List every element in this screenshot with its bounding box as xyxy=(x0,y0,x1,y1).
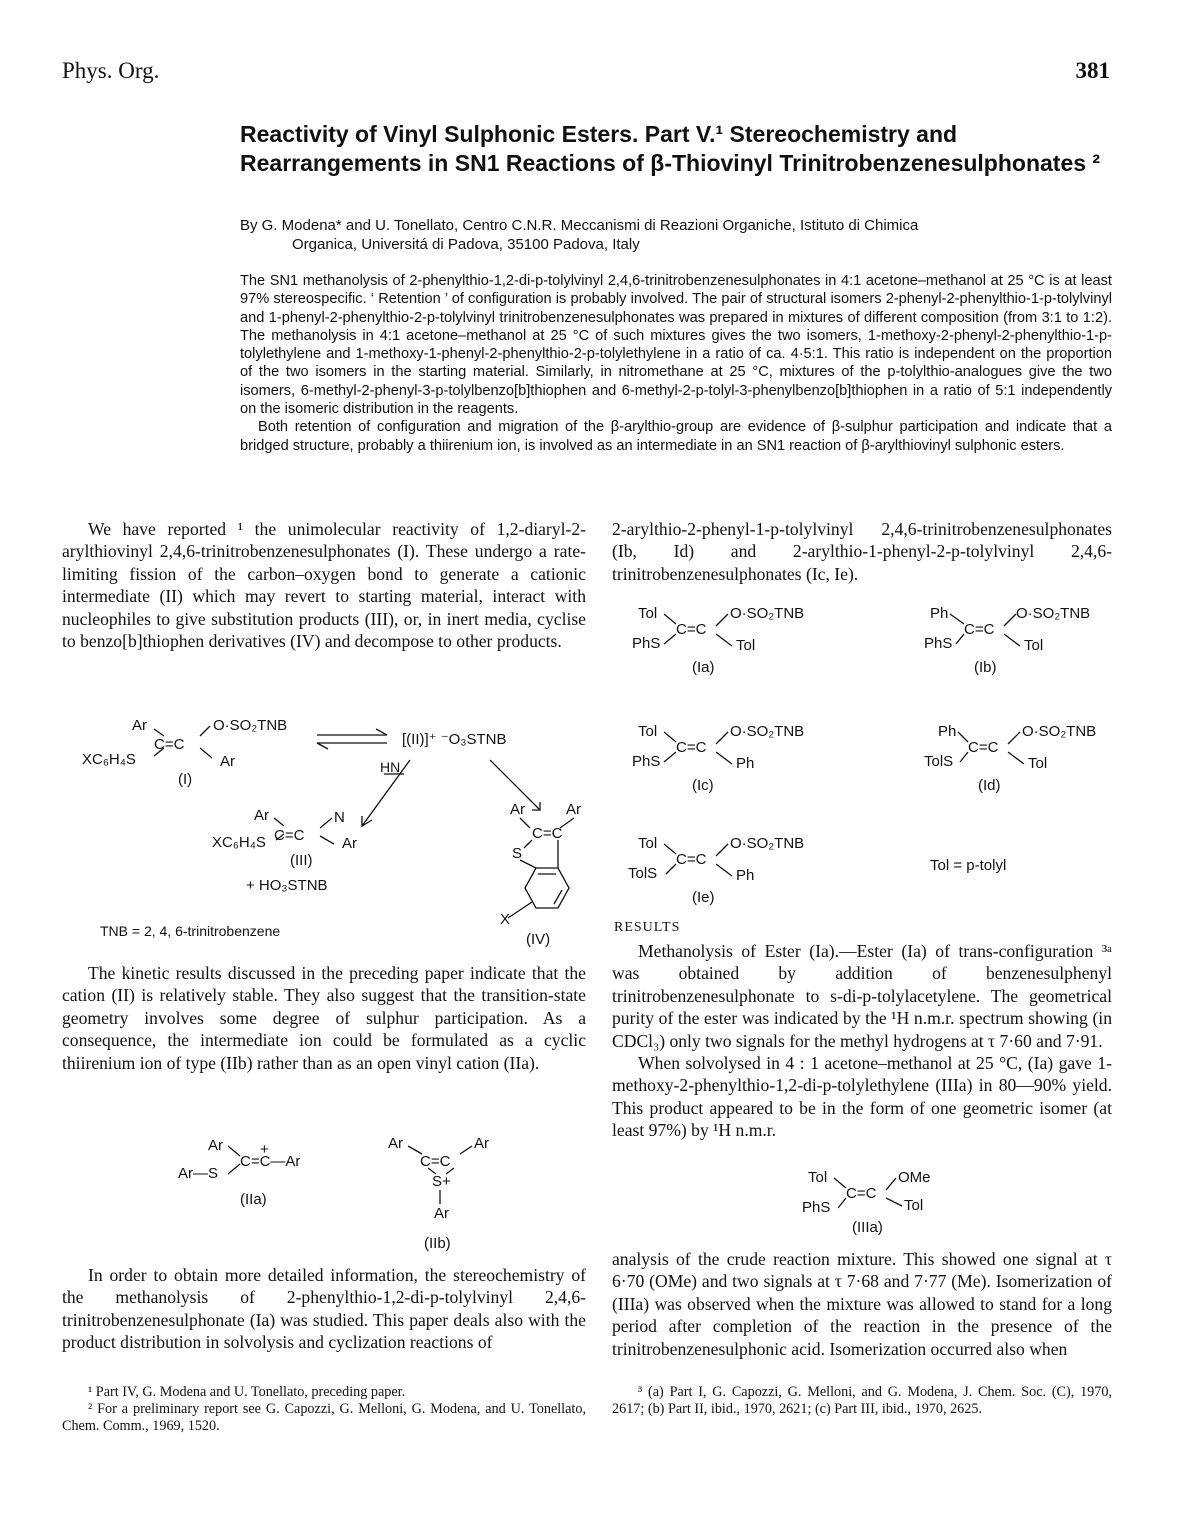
ester-Ia xyxy=(632,605,804,676)
ester-Ic xyxy=(632,723,804,794)
right-para-1: 2-arylthio-2-phenyl-1-p-tolylvinyl 2,4,6-trinitrobenzenesulphonates (Ib, Id) and 2-arylthio-1-phenyl-2-p-tolylvinyl 2,4,6-trinitrobenzenesulphonates (Ic, Ie). xyxy=(612,519,1112,584)
svg-text:Tol: Tol xyxy=(1024,637,1044,654)
scheme-II-ion: [(II)]⁺ ⁻O₃STNB xyxy=(402,731,507,748)
IIa-bonds xyxy=(228,1146,240,1174)
svg-text:(Ie): (Ie) xyxy=(692,889,715,906)
scheme-III-cc: C=C xyxy=(274,827,305,844)
abstract xyxy=(240,272,1112,455)
svg-text:C=C: C=C xyxy=(676,739,707,756)
svg-text:Tol: Tol xyxy=(904,1197,924,1214)
ester-structures xyxy=(612,598,1122,908)
svg-text:(Ia): (Ia) xyxy=(692,659,715,676)
svg-text:(Id): (Id) xyxy=(978,777,1001,794)
svg-text:C=C: C=C xyxy=(676,851,707,868)
IIb-label: (IIb) xyxy=(424,1235,451,1252)
svg-text:C=C: C=C xyxy=(676,621,707,638)
svg-text:O·SO₂TNB: O·SO₂TNB xyxy=(730,723,805,740)
IIb-ar-bottom: Ar xyxy=(434,1205,449,1222)
scheme-I-ots: O·SO₂TNB xyxy=(213,717,288,734)
scheme-I-label: (I) xyxy=(178,771,193,788)
structure-IIIa xyxy=(800,1162,960,1240)
svg-text:C=C: C=C xyxy=(968,739,999,756)
left-footnotes xyxy=(62,1384,586,1435)
svg-text:TolS: TolS xyxy=(924,753,954,770)
scheme-IV-cc: C=C xyxy=(532,825,563,842)
scheme-III-label: (III) xyxy=(290,852,313,869)
scheme-IV-ar2: Ar xyxy=(566,801,581,818)
scheme-IV-x: X xyxy=(500,911,511,928)
page-number: 381 xyxy=(1075,58,1110,83)
IIa-plus: + xyxy=(260,1141,269,1158)
IIa-ar: Ar xyxy=(208,1137,223,1154)
tol-definition: Tol = p-tolyl xyxy=(930,857,1007,874)
authors-line-2: Organica, Universitá di Padova, 35100 Padova, Italy xyxy=(292,236,640,253)
footnote-2: ² For a preliminary report see G. Capozzi, G. Melloni, G. Modena, and U. Tonellato, Chem. Comm., 1969, 1520. xyxy=(62,1401,586,1434)
left-para-1: We have reported ¹ the unimolecular reactivity of 1,2-diaryl-2-arylthiovinyl 2,4,6-trinitrobenzenesulphonates (I). These undergo a rate-limiting fission of the carbon–oxygen bond to generate a cationic intermediate (II) which may revert to starting material, interact with nucleophiles to give substitution products (III), or, in inert media, cyclise to benzo[b]thiophen derivatives (IV) and decompose to other products. xyxy=(62,519,586,652)
cation-structures xyxy=(170,1132,530,1260)
ester-Id xyxy=(924,723,1096,794)
scheme-III-sar: XC₆H₄S xyxy=(212,834,266,851)
svg-text:C=C: C=C xyxy=(964,621,995,638)
reaction-scheme xyxy=(62,708,592,953)
svg-text:Tol: Tol xyxy=(638,605,658,622)
scheme-I-ar2: Ar xyxy=(220,753,235,770)
tnb-definition: TNB = 2, 4, 6-trinitrobenzene xyxy=(100,923,281,939)
abstract-paragraph-2: Both retention of configuration and migration of the β-arylthio-group are evidence of β-sulphur participation and indicate that a bridged structure, probably a thiirenium ion, is involved as an intermediate in an SN1 reaction of β-arylthiovinyl sulphonic esters. xyxy=(240,419,1112,454)
left-para-3: In order to obtain more detailed information, the stereochemistry of the methanolysis of 2-phenylthio-1,2-di-p-tolylvinyl 2,4,6-trinitrobenzenesulphonate (Ia) was studied. This paper deals also with the product distribution in solvolysis and cyclization reactions of xyxy=(62,1265,586,1353)
svg-text:Ph: Ph xyxy=(938,723,957,740)
svg-text:Tol: Tol xyxy=(808,1169,828,1186)
svg-text:Ph: Ph xyxy=(930,605,949,622)
svg-text:O·SO₂TNB: O·SO₂TNB xyxy=(730,605,805,622)
ester-Ie xyxy=(628,835,804,906)
svg-text:Tol: Tol xyxy=(1028,755,1048,772)
scheme-III-n: N xyxy=(334,809,345,826)
IIb-ar-left: Ar xyxy=(388,1135,403,1152)
svg-text:Ph: Ph xyxy=(736,755,755,772)
svg-text:O·SO₂TNB: O·SO₂TNB xyxy=(1016,605,1091,622)
results-heading: RESULTS xyxy=(614,920,681,935)
IIa-cc: C=C—Ar xyxy=(240,1153,301,1170)
ester-Ib xyxy=(924,605,1090,676)
IIb-cc: C=C xyxy=(420,1153,451,1170)
svg-text:Tol: Tol xyxy=(736,637,756,654)
scheme-IV-label: (IV) xyxy=(526,931,551,948)
scheme-III-ar2: Ar xyxy=(342,835,357,852)
svg-text:PhS: PhS xyxy=(802,1199,831,1216)
scheme-I-sar: XC₆H₄S xyxy=(82,751,136,768)
abstract-paragraph-1: The SN1 methanolysis of 2-phenylthio-1,2-di-p-tolylvinyl 2,4,6-trinitrobenzenesulphonates in 4:1 acetone–methanol at 25 °C is at least 97% stereospecific. ‘ Retention ’ of configuration is probably involved. The pair of structural isomers 2-phenyl-2-phenylthio-1-p-tolylvinyl and 1-phenyl-2-phenylthio-2-p-tolylvinyl trinitrobenzenesulphonates was prepared in mixtures of different composition (from 3:1 to 1:2). The methanolysis in 4:1 acetone–methanol at 25 °C of such mixtures gives the two isomers, 1-methoxy-2-phenyl-2-phenylthio-1-p-tolylethylene and 1-methoxy-1-phenyl-2-phenylthio-2-p-tolylethylene in a ratio of ca. 4·5:1. This ratio is independent on the proportion of the two isomers in the starting material. Similarly, in nitromethane at 25 °C, mixtures of the p-tolylthio-analogues give the two isomers, 6-methyl-2-phenyl-3-p-tolylbenzo[b]thiophen and 6-methyl-2-p-tolyl-3-phenylbenzo[b]thiophen in a ratio of 5:1 independently on the isomeric distribution in the reagents. xyxy=(240,273,1112,418)
scheme-I-ar: Ar xyxy=(132,717,147,734)
svg-text:TolS: TolS xyxy=(628,865,658,882)
svg-text:Tol: Tol xyxy=(638,835,658,852)
right-para-4: analysis of the crude reaction mixture. This showed one signal at τ 6·70 (OMe) and two signals at τ 7·68 and 7·77 (Me). Isomerization of (IIIa) was observed when the mixture was allowed to stand for a long period after completion of the reaction in the presence of the trinitrobenzenesulphonic acid. Isomerization occurred also when xyxy=(612,1249,1112,1359)
authors xyxy=(240,216,1120,254)
journal-section: Phys. Org. xyxy=(62,58,160,83)
scheme-III-ar: Ar xyxy=(254,807,269,824)
footnote-3: ³ (a) Part I, G. Capozzi, G. Melloni, and G. Modena, J. Chem. Soc. (C), 1970, 2617; (b) Part II, ibid., 1970, 2621; (c) Part III, ibid., 1970, 2625. xyxy=(612,1384,1112,1417)
footnote-1: ¹ Part IV, G. Modena and U. Tonellato, preceding paper. xyxy=(88,1384,406,1400)
right-para-3: When solvolysed in 4 : 1 acetone–methanol at 25 °C, (Ia) gave 1-methoxy-2-phenylthio-1,2-di-p-tolylethylene (IIIa) in 80—90% yield. This product appeared to be in the form of one geometric isomer (at least 97%) by ¹H n.m.r. xyxy=(612,1053,1112,1141)
svg-text:C=C: C=C xyxy=(846,1185,877,1202)
right-para-2: Methanolysis of Ester (Ia).—Ester (Ia) of trans-configuration ³ᵃ was obtained by addition of benzenesulphenyl trinitrobenzenesulphonate to s-di-p-tolylacetylene. The geometrical purity of the ester was indicated by the ¹H n.m.r. spectrum showing (in CDCl₃) only two signals for the methyl hydrogens at τ 7·60 and 7·91. When solvolysed in 4 : 1 acetone–methanol at 25 °C, (Ia) gave 1-methoxy-2-phenylthio-1,2-di-p-tolylethylene (IIIa) in 80—90% yield. This product appeared to be in the form of one geometric isomer (at least 97%) by ¹H n.m.r. xyxy=(612,941,1112,1141)
svg-text:O·SO₂TNB: O·SO₂TNB xyxy=(730,835,805,852)
IIa-left: Ar—S xyxy=(178,1165,219,1182)
nucleophile-label: HN xyxy=(380,759,401,775)
equilibrium-arrow xyxy=(317,729,387,749)
svg-text:PhS: PhS xyxy=(632,753,661,770)
left-para-2: The kinetic results discussed in the preceding paper indicate that the cation (II) is relatively stable. They also suggest that the transition-state geometry involves some degree of sulphur participation. As a consequence, the intermediate ion could be formulated as a cyclic thiirenium ion of type (IIb) rather than as an open vinyl cation (IIa). xyxy=(62,963,586,1073)
IIa-label: (IIa) xyxy=(240,1191,267,1208)
svg-text:PhS: PhS xyxy=(632,635,661,652)
svg-text:(Ic): (Ic) xyxy=(692,777,714,794)
scheme-IV-s: S xyxy=(512,845,523,862)
svg-text:(IIIa): (IIIa) xyxy=(852,1219,883,1236)
scheme-IV-ar1: Ar xyxy=(510,801,525,818)
svg-text:O·SO₂TNB: O·SO₂TNB xyxy=(1022,723,1097,740)
right-footnotes xyxy=(612,1384,1112,1418)
svg-text:(Ib): (Ib) xyxy=(974,659,997,676)
scheme-I-cc: C=C xyxy=(154,736,185,753)
article-title: Reactivity of Vinyl Sulphonic Esters. Part V.¹ Stereochemistry and Rearrangements in SN1 Reactions of β-Thiovinyl Trinitrobenzenesulphonates ² xyxy=(240,121,1101,176)
authors-line-1: By G. Modena* and U. Tonellato, Centro C.N.R. Meccanismi di Reazioni Organiche, Istituto di Chimica xyxy=(240,217,919,234)
svg-text:Ph: Ph xyxy=(736,867,755,884)
scheme-III-byproduct: + HO₃STNB xyxy=(246,877,328,894)
IIb-splus: S+ xyxy=(432,1173,451,1190)
svg-text:Tol: Tol xyxy=(638,723,658,740)
svg-text:OMe: OMe xyxy=(898,1169,931,1186)
svg-text:PhS: PhS xyxy=(924,635,953,652)
IIb-ar-right: Ar xyxy=(474,1135,489,1152)
